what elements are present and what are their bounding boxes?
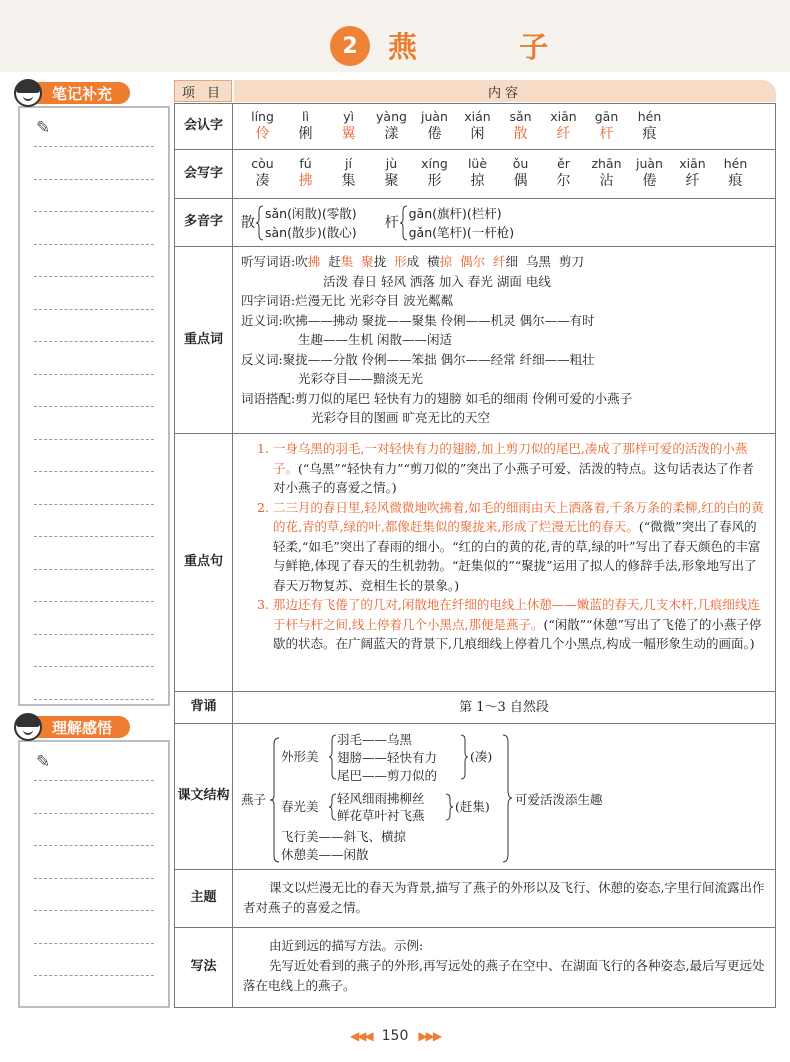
writing-line-1: 由近到远的描写方法。示例: <box>269 938 424 953</box>
char-cell <box>628 108 671 143</box>
pinyin: xián <box>464 109 491 124</box>
note-line <box>34 374 154 375</box>
notes-panel <box>18 106 170 706</box>
row-theme <box>174 870 776 928</box>
dictation-segment <box>452 254 460 269</box>
brace-icon <box>446 794 453 820</box>
char-cell <box>413 155 456 190</box>
row-label: 背诵 <box>175 692 233 723</box>
row-key-sentences <box>174 434 776 692</box>
char-cell <box>327 155 370 190</box>
hanzi: 闲 <box>470 126 485 142</box>
dictation-segment: 细 乌黑 剪刀 <box>505 254 584 269</box>
hanzi: 纤 <box>556 126 571 142</box>
brace-icon <box>329 735 336 779</box>
hanzi: 痕 <box>642 126 657 142</box>
recognize-char-list <box>241 108 767 143</box>
hanzi: 翼 <box>341 126 356 142</box>
char-cell <box>456 155 499 190</box>
pinyin: xiān <box>550 109 577 124</box>
row-polyphone <box>174 199 776 247</box>
pinyin: sǎn <box>509 109 532 124</box>
column-header-item: 项 目 <box>174 80 232 102</box>
row-label: 重点句 <box>175 434 233 691</box>
char-cell <box>327 108 370 143</box>
structure-spr-2: 鲜花草叶衬飞燕 <box>337 808 425 823</box>
note-line <box>34 309 154 310</box>
structure-diagram <box>233 724 777 870</box>
writing-line-2: 先写近处看到的燕子的外形,再写远处的燕子在空中、在湖面飞行的各种姿态,最后写更远处落在电线上的燕子。 <box>243 958 765 993</box>
pencil-icon: ✎ <box>36 752 51 772</box>
pinyin: ǒu <box>512 156 529 171</box>
pinyin: ěr <box>557 156 570 171</box>
pinyin: jí <box>345 156 352 171</box>
dictation-segment: 掠 <box>439 254 453 269</box>
notes-tab <box>14 80 130 106</box>
hanzi: 痕 <box>728 173 743 189</box>
char-cell <box>714 155 757 190</box>
sentence-3: 3. 那边还有飞倦了的几对,闲散地在纤细的电线上休憩——嫩蓝的春天,几支木杆,几痕细线连于杆与杆之间,线上停着几个小黑点,那便是燕子。(“闲散”“休憩”写出了飞倦了的小燕子停歇的状态。在广阔蓝天的背景下,几痕细线上停着几个小黑点,构成一幅形象生动的画面。) <box>257 597 762 651</box>
lesson-number-badge: 2 <box>330 26 370 66</box>
collocation-line-2: 光彩夺目的图画 旷亮无比的天空 <box>311 410 490 425</box>
polyphone-san-char: 散 <box>241 214 255 231</box>
char-cell <box>241 155 284 190</box>
pinyin: lüè <box>467 156 488 171</box>
note-line <box>34 975 154 976</box>
brace-icon <box>256 205 264 241</box>
dictation-segment: 纤 <box>493 254 506 269</box>
recite-text: 第 1～3 自然段 <box>459 700 549 715</box>
note-line <box>34 569 154 570</box>
pinyin: lì <box>302 109 309 124</box>
note-line <box>34 211 154 212</box>
structure-appearance: 外形美 <box>281 749 319 764</box>
polyphone-gan-char: 杆 <box>384 214 399 231</box>
note-line <box>34 471 154 472</box>
char-cell <box>499 155 542 190</box>
structure-summary: 可爱活泼添生趣 <box>515 792 603 807</box>
pencil-icon: ✎ <box>36 118 51 138</box>
row-label: 会写字 <box>175 150 233 198</box>
synonyms-line-1: 近义词:吹拂——拂动 聚拢——聚集 伶俐——机灵 偶尔——有时 <box>241 312 595 328</box>
row-write <box>174 150 776 199</box>
column-header-content: 内容 <box>234 80 776 102</box>
dictation-segment: 吹 <box>295 254 308 269</box>
polyphone-gan-reading-2: gǎn(笔杆)(一杆枪) <box>408 225 515 240</box>
note-line <box>34 699 154 700</box>
hanzi: 偶 <box>513 173 528 189</box>
hanzi: 掠 <box>470 173 485 189</box>
dictation-line-2: 活泼 春日 轻风 洒落 加入 春光 湖面 电线 <box>323 273 551 289</box>
structure-flying: 飞行美——斜飞、横掠 <box>281 829 407 844</box>
hanzi: 形 <box>427 173 442 189</box>
hanzi: 集 <box>341 173 356 189</box>
antonyms-line-1: 反义词:聚拢——分散 伶俐——笨拙 偶尔——经常 纤细——粗壮 <box>241 351 595 367</box>
note-line <box>34 943 154 944</box>
char-cell <box>585 108 628 143</box>
pinyin: yàng <box>376 109 407 124</box>
note-line <box>34 504 154 505</box>
note-line <box>34 845 154 846</box>
sentence-2: 2. 二三月的春日里,轻风微微地吹拂着,如毛的细雨由天上洒落着,千条万条的柔柳,红的白的黄的花,青的草,绿的叶,都像赶集似的聚拢来,形成了烂漫无比的春天。(“微微”突出了春风的轻柔,“如毛”突出了春雨的细小。“红的白的黄的花,青的草,绿的叶”写出了春天颜色的丰富与鲜艳,体现了春天的生机勃勃。“赶集似的”“聚拢”运用了拟人的修辞手法,形象地写出了春天万物复苏、竞相生长的景象。) <box>257 499 764 593</box>
note-line <box>34 878 154 879</box>
note-line <box>34 406 154 407</box>
lesson-title: 燕 子 <box>388 30 595 64</box>
hanzi: 散 <box>513 126 528 142</box>
dictation-segment: 聚 <box>361 254 374 269</box>
row-recognize <box>174 103 776 150</box>
note-line <box>34 813 154 814</box>
structure-app-1: 羽毛——乌黑 <box>337 732 413 747</box>
write-char-list <box>241 155 767 190</box>
char-cell <box>628 155 671 190</box>
note-line <box>34 634 154 635</box>
hanzi: 聚 <box>384 173 399 189</box>
pinyin: juàn <box>636 156 663 171</box>
hanzi: 倦 <box>427 126 442 142</box>
structure-spr-tag: (赶集) <box>455 799 490 814</box>
pinyin: hén <box>723 156 748 171</box>
note-line <box>34 910 154 911</box>
note-line <box>34 536 154 537</box>
girl-face-icon <box>14 713 42 741</box>
next-arrows-icon: ▶▶▶ <box>418 1029 441 1043</box>
row-label: 重点词 <box>175 247 233 433</box>
note-line <box>34 601 154 602</box>
note-line <box>34 244 154 245</box>
pinyin: fú <box>299 156 312 171</box>
table-header <box>174 80 776 102</box>
row-label: 课文 结构 <box>175 724 233 869</box>
dictation-segment: 集 <box>340 254 354 269</box>
dictation-segment: 成 横 <box>406 254 440 269</box>
dictation-segment <box>353 254 361 269</box>
brace-icon <box>400 205 408 241</box>
hanzi: 俐 <box>298 126 313 142</box>
prev-arrows-icon: ◀◀◀ <box>349 1029 372 1043</box>
polyphone-gan-reading-1: gān(旗杆)(栏杆) <box>408 206 502 221</box>
pinyin: xíng <box>421 156 448 171</box>
polyphone-san-reading-1: sǎn(闲散)(零散) <box>265 206 357 221</box>
structure-app-tag: (凑) <box>470 749 493 764</box>
structure-app-3: 尾巴——剪刀似的 <box>337 768 438 783</box>
note-line <box>34 666 154 667</box>
polyphone-san-reading-2: sàn(散步)(散心) <box>265 225 357 240</box>
pinyin: gān <box>594 109 619 124</box>
brace-icon <box>503 735 512 862</box>
dictation-segment: 偶尔 <box>460 254 486 269</box>
notes-tab-label: 笔记补充 <box>36 82 130 104</box>
structure-root: 燕子 <box>241 792 267 807</box>
structure-app-2: 翅膀——轻快有力 <box>337 750 438 765</box>
collocation-line-1: 词语搭配:剪刀似的尾巴 轻快有力的翅膀 如毛的细雨 伶俐可爱的小燕子 <box>241 390 633 406</box>
antonyms-line-2: 光彩夺目——黯淡无光 <box>298 371 424 386</box>
char-cell <box>671 155 714 190</box>
understanding-tab <box>14 714 130 740</box>
char-cell <box>284 155 327 190</box>
brace-icon <box>329 794 336 820</box>
row-recite <box>174 692 776 724</box>
hanzi: 杆 <box>599 126 614 142</box>
structure-spr-1: 轻风细雨拂柳丝 <box>337 791 425 806</box>
hanzi: 拂 <box>298 173 313 189</box>
dictation-segment: 拢 <box>373 254 395 269</box>
note-line <box>34 341 154 342</box>
structure-spring: 春光美 <box>281 799 319 814</box>
four-char-words: 四字词语:烂漫无比 光彩夺目 波光粼粼 <box>241 293 454 308</box>
hanzi: 尔 <box>556 173 571 189</box>
dictation-segment <box>485 254 493 269</box>
row-label: 多音字 <box>175 199 233 246</box>
pinyin: jù <box>385 156 398 171</box>
note-line <box>34 439 154 440</box>
page-number: 150 <box>381 1028 409 1044</box>
dictation-segment: 形 <box>394 254 407 269</box>
char-cell <box>370 155 413 190</box>
pinyin: yì <box>343 109 354 124</box>
dictation-segment: 拂 <box>307 254 321 269</box>
char-cell <box>241 108 284 143</box>
pinyin: còu <box>251 156 274 171</box>
pinyin: zhān <box>591 156 622 171</box>
hanzi: 凑 <box>255 173 270 189</box>
hanzi: 伶 <box>255 126 270 142</box>
structure-resting: 休憩美——闲散 <box>281 847 369 862</box>
pinyin: xiān <box>679 156 706 171</box>
pinyin: juàn <box>421 109 448 124</box>
note-line <box>34 276 154 277</box>
pinyin: hén <box>637 109 662 124</box>
row-label: 主题 <box>175 870 233 927</box>
char-cell <box>585 155 628 190</box>
char-cell <box>370 108 413 143</box>
note-line <box>34 146 154 147</box>
note-line <box>34 179 154 180</box>
row-writing <box>174 928 776 1008</box>
row-key-words <box>174 247 776 434</box>
sentence-1: 1. 一身乌黑的羽毛,一对轻快有力的翅膀,加上剪刀似的尾巴,凑成了那样可爱的活泼的小燕子。(“乌黑”“轻快有力”“剪刀似的”突出了小燕子可爱、活泼的特点。这句话表达了作者对小燕子的喜爱之情。) <box>257 441 754 495</box>
char-cell <box>542 108 585 143</box>
dictation-line-1: 听写词语:吹拂 赶集 聚拢 形成 横掠 偶尔 纤细 乌黑 剪刀 <box>241 254 584 269</box>
hanzi: 沾 <box>599 173 614 189</box>
char-cell <box>413 108 456 143</box>
pinyin: líng <box>251 109 274 124</box>
hanzi: 漾 <box>384 126 399 142</box>
note-line <box>34 780 154 781</box>
char-cell <box>456 108 499 143</box>
char-cell <box>284 108 327 143</box>
row-label: 写法 <box>175 928 233 1007</box>
brace-icon <box>461 735 468 779</box>
hanzi: 倦 <box>642 173 657 189</box>
row-label: 会认字 <box>175 104 233 149</box>
understanding-tab-label: 理解感悟 <box>36 716 130 738</box>
understanding-panel <box>18 740 170 1008</box>
row-structure <box>174 724 776 870</box>
synonyms-line-2: 生趣——生机 闲散——闲适 <box>298 332 452 347</box>
brace-icon <box>270 738 279 862</box>
dictation-segment: 赶 <box>320 254 341 269</box>
girl-face-icon <box>14 79 42 107</box>
char-cell <box>542 155 585 190</box>
char-cell <box>499 108 542 143</box>
hanzi: 纤 <box>685 173 700 189</box>
theme-text: 课文以烂漫无比的春天为背景,描写了燕子的外形以及飞行、休憩的姿态,字里行间流露出作者对燕子的喜爱之情。 <box>243 880 765 915</box>
page-footer <box>0 1024 790 1048</box>
